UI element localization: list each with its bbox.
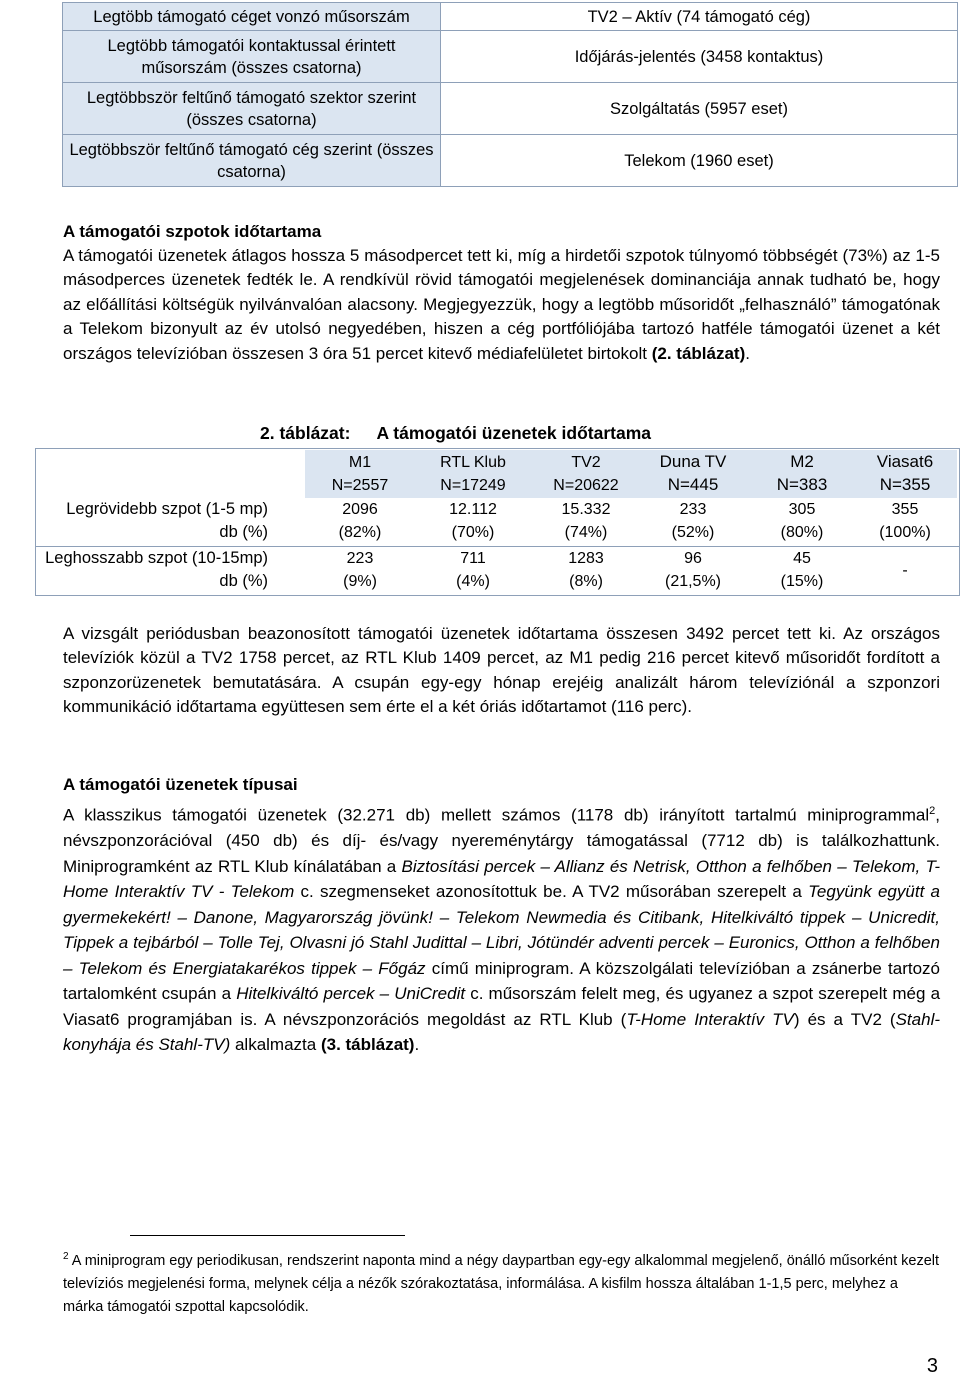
- row-label: Legtöbbször feltűnő támogató cég szerint (összes csatorna): [63, 135, 441, 187]
- summary-table: [62, 2, 958, 187]
- row-label: Legtöbb támogató céget vonzó műsorszám: [63, 3, 441, 31]
- paragraph: A klasszikus támogatói üzenetek (32.271 db) mellett számos (1178 db) irányított tartalmú miniprogrammal$^2$, névszponzorációval (450 db) és díj- és/vagy nyereménytárgy támogatással (7712 db) is találkozhattunk. Miniprogramként az RTL Klub kínálatában a Biztosítási percek – Allianz és Netrisk, Otthon a felhőben – Telekom, T-Home Interaktív TV - Telekom c. szegmenseket azonosítottuk be. A TV2 műsorában szerepelt a Tegyünk együtt a gyermekekért! – Danone, Magyarország jövünk! – Telekom Newmedia és Citibank, Hitelkiváltó tippek – Unicredit, Tippek a tejbárból – Tolle Tej, Olvasni jó Stahl Judittal – Libri, Jótündér adventi percek – Euronics, Otthon a felhőben – Telekom és Energiatakarékos tippek – Főgáz című miniprogram. A közszolgálati televízióban a zsánerbe tartozó tartalomként csupán a Hitelkiváltó percek – UniCredit c. műsorszám felelt meg, és ugyanez a szpot szerepelt még a Viasat6 programjában is. A névszponzorációs megoldást az RTL Klub (T-Home Interaktív TV) és a TV2 (Stahl-konyhája és Stahl-TV) alkalmazta (3. táblázat).: [63, 805, 941, 1055]
- table-cell: 1283 (8%): [568, 550, 604, 590]
- col-header-m1: M1 N=2557: [331, 454, 389, 494]
- row-label-longest: Leghosszabb szpot (10-15mp) db (%): [45, 549, 268, 590]
- footnote-divider: [130, 1235, 405, 1236]
- row-label: Legtöbb támogatói kontaktussal érintett műsorszám (összes csatorna): [63, 31, 441, 83]
- paragraph: A támogatói üzenetek átlagos hossza 5 másodpercet tett ki, míg a hirdetői szpotok túlnyomó többségét (73%) az 1-5 másodperces üzenetek fedték le. A rendkívül rövid támogatói megjelenések dominanciája annak tudható be, hogy az előállítási költségük nyilvánvalóan alacsony. Megjegyezzük, hogy a legtöbb műsoridőt „felhasználó” támogatónak a Telekom bizonyult az év utolsó negyedében, hiszen a cég portfóliójába tartozó hatféle támogatói üzenet a két országos televízióban összesen 3 óra 51 percet kitevő médiafelületet birtokolt (2. táblázat).: [63, 246, 940, 363]
- table-cell: 2096 (82%): [338, 501, 382, 541]
- row-label: Legtöbbször feltűnő támogató szektor szerint (összes csatorna): [63, 83, 441, 135]
- col-header-tv2: TV2 N=20622: [553, 454, 619, 494]
- col-header-duna: Duna TV N=445: [659, 452, 727, 494]
- table-cell: 12.112 (70%): [449, 501, 497, 541]
- row-value: Telekom (1960 eset): [441, 135, 958, 187]
- section-heading: A támogatói szpotok időtartama: [63, 222, 322, 241]
- table-cell: 45 (15%): [780, 550, 824, 590]
- col-header-viasat6: Viasat6 N=355: [876, 452, 934, 494]
- row-value: Szolgáltatás (5957 eset): [441, 83, 958, 135]
- table-cell: 711 (4%): [456, 550, 490, 590]
- section-heading: A támogatói üzenetek típusai: [63, 775, 298, 794]
- paragraph: A vizsgált periódusban beazonosított támogatói üzenetek időtartama összesen 3492 percet tett ki. Az országos televíziók közül a TV2 1758 percet, az RTL Klub 1409 percet, az M1 pedig 216 percet kitevő műsoridőt fordított a szponzorüzenetek bemutatására. A csupán egy-egy hónap erejéig analizált három televíziónál a szponzori kommunikáció időtartama együttesen sem érte el a két óriás időtartamot (116 perc).: [63, 624, 940, 717]
- col-header-m2: M2 N=383: [776, 452, 828, 494]
- page-number: 3: [926, 1355, 938, 1377]
- table-cell: 233 (52%): [671, 501, 715, 541]
- table-cell: 355 (100%): [879, 501, 931, 541]
- table-cell: -: [902, 562, 908, 579]
- table-cell: 15.332 (74%): [561, 501, 611, 541]
- table-cell: 223 (9%): [343, 550, 377, 590]
- table-row: [63, 3, 958, 31]
- footnote: $^2$ A miniprogram egy periodikusan, rendszerint naponta mind a négy daypartban egy-egy alkalommal megjelenő, önálló műsorként kezelt televíziós megjelenési forma, melynek célja a nézők szórakoztatása, informálása. A kisfilm hossza általában 1-1,5 perc, melyhez a márka támogatói szpottal kapcsolódik.: [63, 1251, 940, 1315]
- row-value: TV2 – Aktív (74 támogató cég): [441, 3, 958, 31]
- table-row: [63, 135, 958, 187]
- table-cell: 305 (80%): [780, 501, 824, 541]
- table-cell: 96 (21,5%): [664, 550, 722, 590]
- col-header-rtl: RTL Klub N=17249: [440, 454, 506, 494]
- row-label-shortest: Legrövidebb szpot (1-5 mp) db (%): [66, 500, 268, 541]
- table-row: [63, 83, 958, 135]
- duration-table: [35, 448, 960, 596]
- table-row: [63, 31, 958, 83]
- row-value: Időjárás-jelentés (3458 kontaktus): [441, 31, 958, 83]
- table-caption: 2. táblázat: A támogatói üzenetek időtartama: [260, 423, 651, 443]
